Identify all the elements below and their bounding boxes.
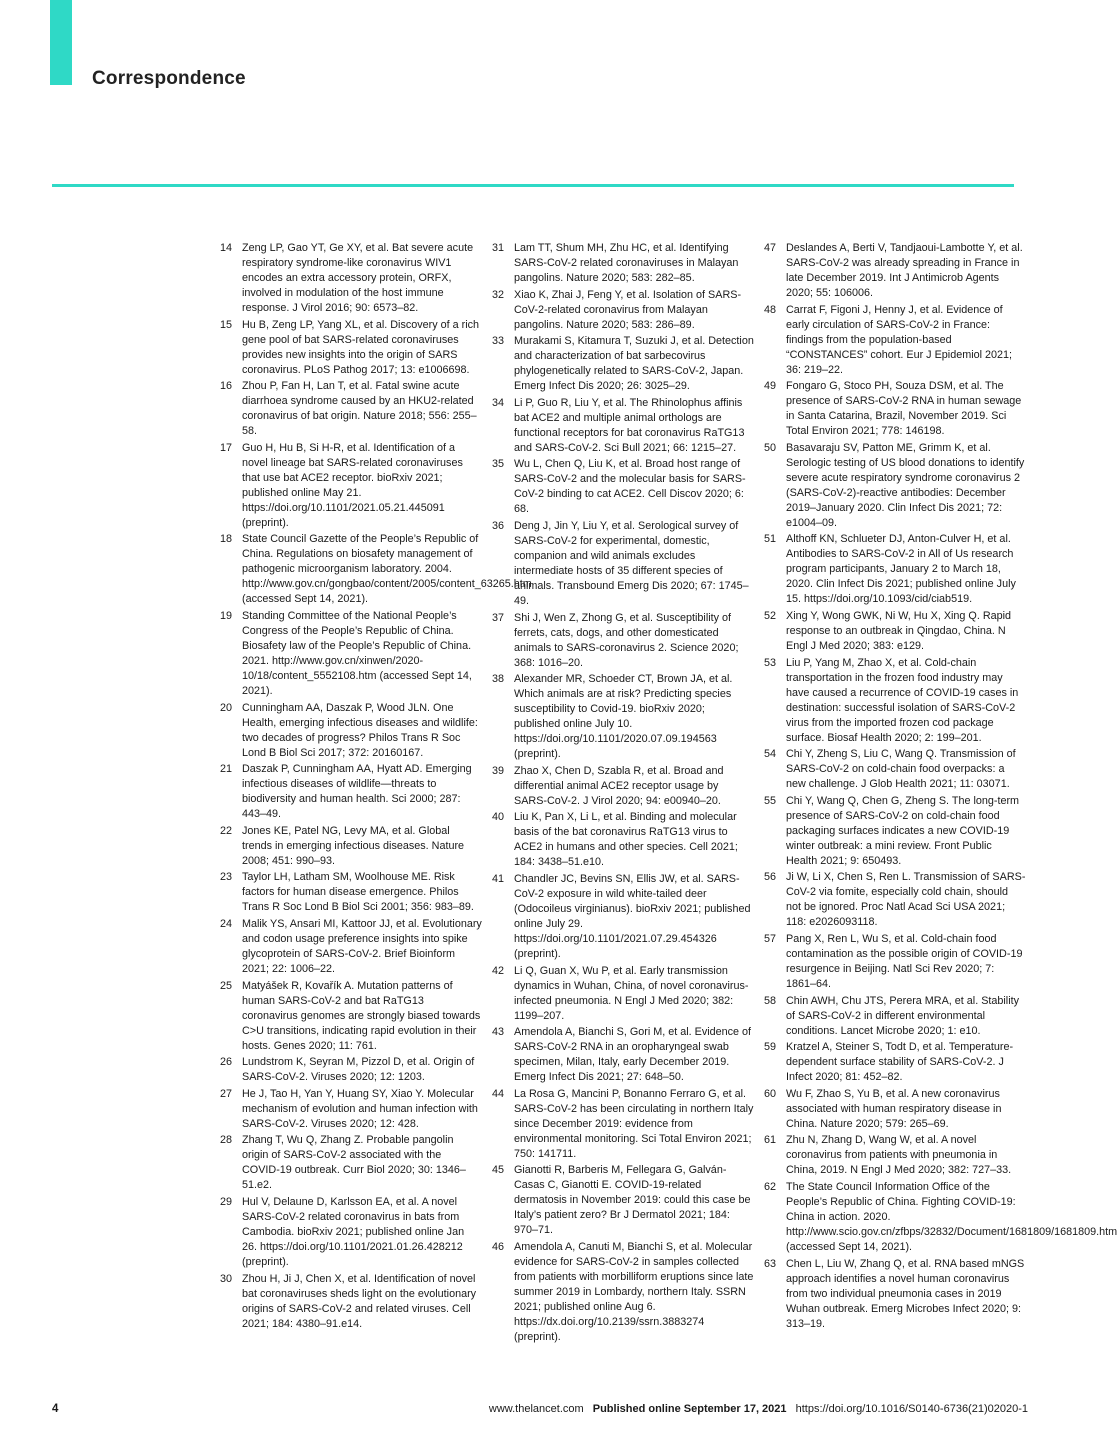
reference-text: Deslandes A, Berti V, Tandjaoui-Lambotte Y, et al. SARS-CoV-2 was already spreading in France in late December 2019. Int J Antimicrob Agents 2020; 55: 106006. [786,242,1023,299]
reference-text: Zhu N, Zhang D, Wang W, et al. A novel coronavirus from patients with pneumonia in China, 2019. N Engl J Med 2020; 382: 727–33. [786,1134,1012,1177]
reference-item [212,609,482,699]
reference-text: Chi Y, Wang Q, Chen G, Zheng S. The long-term presence of SARS-CoV-2 on cold-chain food packaging surfaces indicates a new COVID-19 winter outbreak: a mini review. Front Public Health 2021; 9: 650493. [786,794,1020,867]
reference-item [756,609,1026,654]
reference-number: 45 [491,1164,504,1177]
reference-text: Hu B, Zeng LP, Yang XL, et al. Discovery of a rich gene pool of bat SARS-related coronaviruses provides new insights into the origin of SARS coronavirus. PLoS Pathog 2017; 13: e1006698. [242,318,480,376]
reference-item [484,334,754,394]
reference-item [212,241,482,316]
reference-number: 38 [491,673,504,686]
reference-number: 25 [219,979,232,992]
reference-text: Pang X, Ren L, Wu S, et al. Cold-chain food contamination as the possible origin of COVID-19 resurgence in Beijing. Natl Sci Rev 2020; 7: 1861–64. [786,932,1023,990]
reference-text: Lam TT, Shum MH, Zhu HC, et al. Identifying SARS-CoV-2 related coronaviruses in Malayan pangolins. Nature 2020; 583: 282–85. [514,242,739,284]
reference-item [756,794,1026,869]
reference-text: Li Q, Guan X, Wu P, et al. Early transmission dynamics in Wuhan, China, of novel coronavirus-infected pneumonia. N Engl J Med 2020; 382: 1199–207. [514,964,749,1022]
reference-item [756,1180,1117,1255]
reference-item [212,1133,482,1193]
reference-text: Murakami S, Kitamura T, Suzuki J, et al. Detection and characterization of bat sarbecovirus phylogenetically related to SARS-CoV-2, Japan. Emerg Infect Dis 2020; 26: 3025–29. [514,335,754,393]
reference-number: 60 [763,1087,776,1100]
reference-item [212,1272,482,1332]
reference-text: La Rosa G, Mancini P, Bonanno Ferraro G, et al. SARS-CoV-2 has been circulating in northern Italy since December 2019: evidence from environmental monitoring. Sci Total Environ 2021; 750: 141711. [514,1087,754,1160]
reference-item [212,379,482,439]
reference-item [212,441,482,531]
reference-number: 56 [763,871,776,884]
reference-text: Chen L, Liu W, Zhang Q, et al. RNA based mNGS approach identifies a novel human coronavirus from two individual pneumonia cases in 2019 Wuhan outbreak. Emerg Microbes Infect 2020; 9: 313–19. [786,1257,1025,1330]
reference-text: Amendola A, Bianchi S, Gori M, et al. Evidence of SARS-CoV-2 RNA in an oropharyngeal swab specimen, Milan, Italy, early December 2019. Emerg Infect Dis 2021; 27: 648–50. [514,1026,752,1084]
reference-item [484,764,754,809]
reference-item [484,810,754,870]
section-accent-bar [50,0,72,85]
reference-number: 26 [219,1056,232,1069]
reference-text: Zhao X, Chen D, Szabla R, et al. Broad and differential animal ACE2 receptor usage by SARS-CoV-2. J Virol 2020; 94: e00940–20. [514,764,724,807]
reference-number: 48 [763,303,776,316]
reference-number: 17 [219,441,232,454]
reference-item [756,932,1026,992]
reference-number: 27 [219,1087,232,1100]
reference-text: Standing Committee of the National People’s Congress of the People’s Republic of China. Biosafety law of the People’s Republic of China. 2021. http://www.gov.cn/xinwen/2020-10/18/content_5552108.htm (accessed Sept 14, 2021). [242,609,472,697]
reference-text: Chi Y, Zheng S, Liu C, Wang Q. Transmission of SARS-CoV-2 on cold-chain food overpacks: a new challenge. J Glob Health 2021; 11: 03071. [786,748,1016,791]
reference-number: 14 [219,242,232,254]
journal-site-link[interactable]: www.thelancet.com [488,1403,584,1415]
reference-number: 47 [763,242,776,254]
reference-number: 50 [763,441,776,454]
reference-text: Jones KE, Patel NG, Levy MA, et al. Global trends in emerging infectious diseases. Nature 2008; 451: 990–93. [242,824,465,867]
reference-text: Chandler JC, Bevins SN, Ellis JW, et al. SARS-CoV-2 exposure in wild white-tailed deer (Odocoileus virginianus). bioRxiv 2021; published online July 29. https://doi.org/10.1101/2021.07.29.454326 (preprint). [514,872,751,960]
reference-text: Taylor LH, Latham SM, Woolhouse ME. Risk factors for human disease emergence. Philos Trans R Soc Lond B Biol Sci 2001; 356: 983–89. [242,871,474,914]
reference-item [756,656,1026,746]
reference-number: 43 [491,1026,504,1039]
reference-item [756,1133,1026,1178]
reference-number: 34 [491,396,504,409]
reference-number: 15 [219,318,232,331]
reference-text: Fongaro G, Stoco PH, Souza DSM, et al. The presence of SARS-CoV-2 RNA in human sewage in Santa Catarina, Brazil, November 2019. Sci Total Environ 2021; 778: 146198. [786,380,1022,438]
reference-item [756,241,1026,301]
reference-text: Zhou H, Ji J, Chen X, et al. Identification of novel bat coronaviruses sheds light on the evolutionary origins of SARS-CoV-2 and related viruses. Cell 2021; 184: 4380–91.e14. [242,1272,477,1330]
reference-text: Cunningham AA, Daszak P, Wood JLN. One Health, emerging infectious diseases and wildlife: two decades of progress? Philos Trans R Soc Lond B Biol Sci 2017; 372: 20160167. [242,701,478,759]
reference-text: Li P, Guo R, Liu Y, et al. The Rhinolophus affinis bat ACE2 and multiple animal orthologs are functional receptors for bat coronavirus RaTG13 and SARS-CoV-2. Sci Bull 2021; 66: 1215–27. [514,396,745,454]
reference-text: Hul V, Delaune D, Karlsson EA, et al. A novel SARS-CoV-2 related coronavirus in bats from Cambodia. bioRxiv 2021; published online Jan 26. https://doi.org/10.1101/2021.01.26.428212 (preprint). [242,1195,465,1268]
reference-item [756,532,1026,607]
reference-number: 19 [219,609,232,622]
reference-text: Lundstrom K, Seyran M, Pizzol D, et al. Origin of SARS-CoV-2. Viruses 2020; 12: 1203. [242,1056,475,1084]
reference-item [484,1087,754,1162]
reference-number: 41 [491,872,504,885]
footer-citation [489,1403,1028,1415]
reference-text: Althoff KN, Schlueter DJ, Anton-Culver H, et al. Antibodies to SARS-CoV-2 in All of Us research program participants, January 2 to March 18, 2020. Clin Infect Dis 2021; published online July 15. https://doi.org/10.1093/cid/ciab519. [786,533,1016,606]
reference-item [212,824,482,869]
reference-item [484,241,754,286]
reference-text: Gianotti R, Barberis M, Fellegara G, Galván-Casas C, Gianotti E. COVID-19-related dermatosis in November 2019: could this case be Italy’s patient zero? Br J Dermatol 2021; 184: 970–71. [514,1164,751,1237]
reference-item [484,672,754,762]
reference-item [484,1240,754,1345]
reference-text: Carrat F, Figoni J, Henny J, et al. Evidence of early circulation of SARS-CoV-2 in France: findings from the population-based “CONSTANCES” cohort. Eur J Epidemiol 2021; 36: 219–22. [786,303,1013,376]
reference-item [756,994,1026,1039]
header-rule [52,184,1014,187]
reference-number: 51 [763,533,776,546]
reference-item [212,1055,482,1085]
reference-item [756,747,1026,792]
reference-text: Daszak P, Cunningham AA, Hyatt AD. Emerging infectious diseases of wildlife—threats to biodiversity and human health. Sci 2000; 287: 443–49. [242,763,472,821]
reference-text: Basavaraju SV, Patton ME, Grimm K, et al. Serologic testing of US blood donations to identify severe acute respiratory syndrome coronavirus 2 (SARS-CoV-2)-reactive antibodies: December 2019–January 2020. Clin Infect Dis 2021; 72: e1004–09. [786,441,1025,529]
reference-item [756,870,1026,930]
reference-item [212,979,482,1054]
reference-item [212,532,532,607]
reference-number: 42 [491,964,504,977]
reference-text: State Council Gazette of the People’s Republic of China. Regulations on biosafety management of pathogenic microorganism laboratory. 2004. http://www.gov.cn/gongbao/content/2005/content_63265.htm (accessed Sept 14, 2021). [242,533,532,606]
reference-text: Wu F, Zhao S, Yu B, et al. A new coronavirus associated with human respiratory disease in China. Nature 2020; 579: 265–69. [786,1087,1002,1130]
reference-item [756,379,1026,439]
reference-number: 57 [763,932,776,945]
reference-text: Amendola A, Canuti M, Bianchi S, et al. Molecular evidence for SARS-CoV-2 in samples collected from patients with morbilliform eruptions since late summer 2019 in Lombardy, northern Italy. SSRN 2021; published online Aug 6. https://dx.doi.org/10.2139/ssrn.3883274 (preprint). [514,1240,754,1343]
reference-text: The State Council Information Office of the People’s Republic of China. Fighting COVID-19: China in action. 2020. http://www.scio.gov.cn/zfbps/32832/Document/1681809/1681809.htm (accessed Sept 14, 2021). [786,1180,1117,1253]
reference-number: 32 [491,288,504,301]
reference-text: Liu K, Pan X, Li L, et al. Binding and molecular basis of the bat coronavirus RaTG13 virus to ACE2 in humans and other species. Cell 2021; 184: 3438–51.e10. [514,811,738,869]
reference-number: 62 [763,1180,776,1193]
publication-date: Published online September 17, 2021 [592,1403,787,1415]
reference-number: 33 [491,335,504,348]
reference-text: Kratzel A, Steiner S, Todt D, et al. Temperature-dependent surface stability of SARS-CoV-2. J Infect 2020; 81: 452–82. [786,1041,1014,1084]
reference-item [484,457,754,517]
reference-item [756,441,1026,531]
doi-link[interactable]: https://doi.org/10.1016/S0140-6736(21)02020-1 [795,1403,1028,1415]
reference-item [212,1195,482,1270]
reference-number: 16 [219,380,232,393]
reference-number: 28 [219,1134,232,1147]
reference-item [484,1025,754,1085]
reference-number: 63 [763,1257,776,1270]
reference-number: 40 [491,811,504,824]
reference-number: 37 [491,611,504,624]
reference-number: 59 [763,1041,776,1054]
reference-number: 61 [763,1134,776,1147]
reference-number: 35 [491,458,504,471]
reference-text: Zhou P, Fan H, Lan T, et al. Fatal swine acute diarrhoea syndrome caused by an HKU2-related coronavirus of bat origin. Nature 2018; 556: 255–58. [242,380,477,438]
reference-number: 52 [763,609,776,622]
reference-item [484,519,754,609]
reference-text: Zeng LP, Gao YT, Ge XY, et al. Bat severe acute respiratory syndrome-like coronavirus WIV1 encodes an extra accessory protein, ORFX, involved in modulation of the host immune response. J Virol 2016; 90: 6573–82. [242,242,474,314]
reference-item [756,1257,1026,1332]
reference-number: 53 [763,656,776,669]
section-title: Correspondence [92,68,246,89]
reference-item [212,701,482,761]
reference-item [756,303,1026,378]
reference-text: Xing Y, Wong GWK, Ni W, Hu X, Xing Q. Rapid response to an outbreak in Qingdao, China. N Engl J Med 2020; 383: e129. [786,609,1012,652]
reference-number: 58 [763,994,776,1007]
reference-number: 21 [219,763,232,776]
reference-item [212,870,482,915]
reference-number: 23 [219,871,232,884]
reference-text: Matyášek R, Kovařík A. Mutation patterns of human SARS-CoV-2 and bat RaTG13 coronavirus genomes are strongly biased towards C>U transitions, indicating rapid evolution in their hosts. Genes 2020; 11: 761. [242,979,481,1052]
reference-text: Alexander MR, Schoeder CT, Brown JA, et al. Which animals are at risk? Predicting species susceptibility to Covid-19. bioRxiv 2020; published online July 10. https://doi.org/10.1101/2020.07.09.194563 (preprint). [514,673,733,761]
reference-item [212,762,482,822]
reference-item [484,1163,754,1238]
reference-number: 36 [491,519,504,532]
reference-item [212,917,482,977]
reference-text: Liu P, Yang M, Zhao X, et al. Cold-chain transportation in the frozen food industry may have caused a recurrence of COVID-19 cases in destination: successful isolation of SARS-CoV-2 virus from the imported frozen cod package surface. Biosaf Health 2020; 2: 199–201. [786,656,1019,744]
reference-number: 55 [763,794,776,807]
reference-item [484,396,754,456]
reference-text: Xiao K, Zhai J, Feng Y, et al. Isolation of SARS-CoV-2-related coronavirus from Malayan pangolins. Nature 2020; 583: 286–89. [514,288,742,331]
reference-number: 20 [219,701,232,714]
reference-item [756,1040,1026,1085]
reference-text: Chin AWH, Chu JTS, Perera MRA, et al. Stability of SARS-CoV-2 in different environmental conditions. Lancet Microbe 2020; 1: e10. [786,994,1020,1037]
reference-text: Shi J, Wen Z, Zhong G, et al. Susceptibility of ferrets, cats, dogs, and other domesticated animals to SARS-coronavirus 2. Science 2020; 368: 1016–20. [514,611,739,669]
reference-item [212,1087,482,1132]
reference-text: Deng J, Jin Y, Liu Y, et al. Serological survey of SARS-CoV-2 for experimental, domestic, companion and wild animals excludes intermediate hosts of 35 different species of animals. Transbound Emerg Dis 2020; 67: 1745–49. [514,519,749,607]
reference-number: 39 [491,764,504,777]
page-number: 4 [52,1403,59,1415]
reference-number: 54 [763,748,776,761]
reference-text: He J, Tao H, Yan Y, Huang SY, Xiao Y. Molecular mechanism of evolution and human infection with SARS-CoV-2. Viruses 2020; 12: 428. [242,1087,478,1130]
reference-item [484,964,754,1024]
reference-number: 30 [219,1272,232,1285]
reference-number: 44 [491,1087,504,1100]
reference-text: Ji W, Li X, Chen S, Ren L. Transmission of SARS-CoV-2 via fomite, especially cold chain, should not be ignored. Proc Natl Acad Sci USA 2021; 118: e2026093118. [786,871,1026,929]
reference-number: 22 [219,824,232,837]
reference-item [212,318,482,378]
reference-text: Zhang T, Wu Q, Zhang Z. Probable pangolin origin of SARS-CoV-2 associated with the COVID-19 outbreak. Curr Biol 2020; 30: 1346–51.e2. [242,1134,466,1192]
reference-number: 49 [763,380,776,393]
reference-item [484,872,754,962]
reference-item [484,611,754,671]
reference-item [484,288,754,333]
reference-number: 31 [491,242,504,254]
reference-column-3 [756,241,1117,1333]
reference-text: Malik YS, Ansari MI, Kattoor JJ, et al. Evolutionary and codon usage preference insights into spike glycoprotein of SARS-CoV-2. Brief Bioinform 2021; 22: 1006–22. [242,917,482,975]
reference-number: 18 [219,533,232,546]
reference-number: 24 [219,917,232,930]
reference-text: Guo H, Hu B, Si H-R, et al. Identification of a novel lineage bat SARS-related coronaviruses that use bat ACE2 receptor. bioRxiv 2021; published online May 21. https://doi.org/10.1101/2021.05.21.445091 (preprint). [242,441,463,529]
reference-column-2 [484,241,754,1347]
reference-number: 46 [491,1240,504,1253]
reference-number: 29 [219,1195,232,1208]
reference-text: Wu L, Chen Q, Liu K, et al. Broad host range of SARS-CoV-2 and the molecular basis for SARS-CoV-2 binding to cat ACE2. Cell Discov 2020; 6: 68. [514,458,746,516]
reference-item [756,1087,1026,1132]
